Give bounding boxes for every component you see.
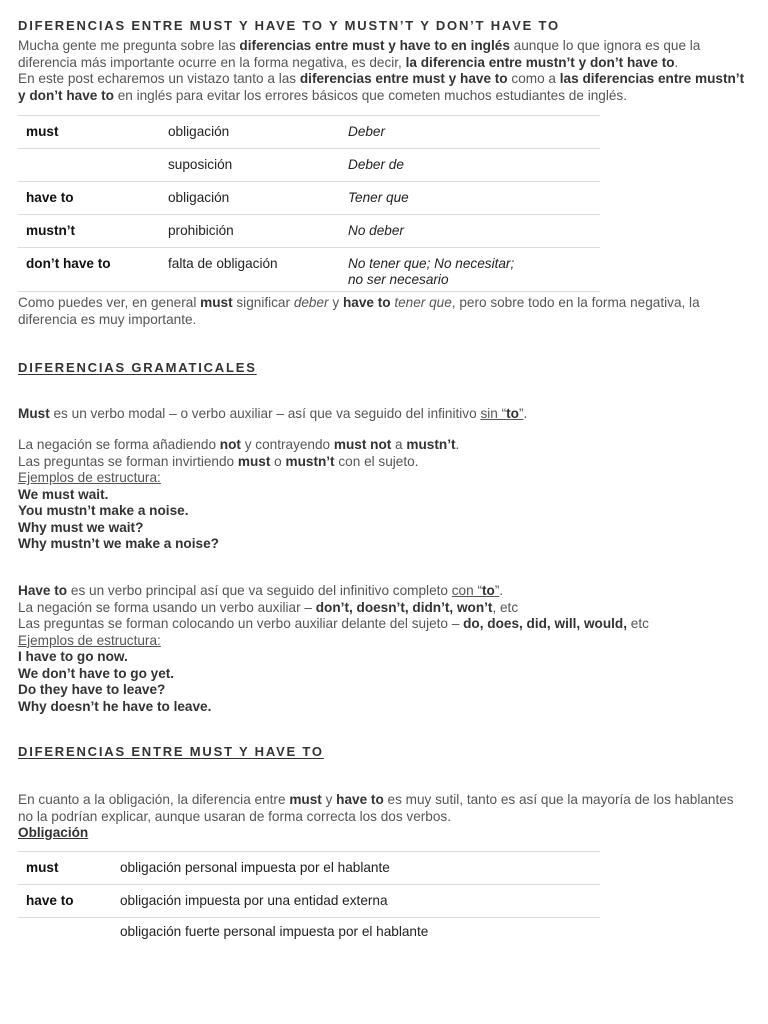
text: con el sujeto. [334, 453, 419, 469]
bold-text: to [481, 583, 495, 598]
text: sin “ [480, 406, 507, 421]
obligation-table [18, 851, 600, 951]
must-rules [18, 437, 758, 553]
must-have-to-paragraph [18, 792, 758, 842]
bold-text: y don’t have to [18, 87, 114, 103]
bold-text: to [506, 406, 519, 421]
bold-text: diferencias entre must y have to en inglés [239, 38, 510, 53]
example-sentence: Why mustn’t we make a noise? [18, 536, 219, 551]
text: Mucha gente me pregunta sobre las [18, 38, 240, 53]
text: es un verbo modal – o verbo auxiliar – así que va seguido del infinitivo [49, 406, 481, 421]
example-sentence: You mustn’t make a noise. [18, 503, 189, 518]
text: es muy sutil, tanto es así que la mayoría de los hablantes [383, 792, 734, 807]
bold-text: have to [342, 295, 391, 310]
table-cell-meaning: obligación [160, 182, 340, 215]
text: ” [494, 583, 500, 598]
text: etc [627, 616, 649, 631]
text: significar [232, 295, 294, 310]
section-heading: DIFERENCIAS GRAMATICALES [18, 360, 257, 375]
bold-text: mustn’t [406, 437, 456, 452]
table-cell-term: must [18, 116, 160, 149]
examples-label: Ejemplos de estructura: [18, 632, 161, 648]
table-row [18, 116, 600, 149]
table-cell-description: obligación personal impuesta por el hablante [112, 852, 600, 885]
table-cell-term: don’t have to [18, 248, 160, 292]
table-row [18, 215, 600, 248]
text: es un verbo principal así que va seguido del infinitivo completo [67, 583, 452, 598]
section-heading: DIFERENCIAS ENTRE MUST Y HAVE TO [18, 744, 324, 759]
text: La negación se forma añadiendo [18, 437, 220, 452]
bold-text: do, does, did, will, would, [463, 616, 627, 631]
must-paragraph [18, 406, 758, 423]
text: En este post echaremos un vistazo tanto a las [18, 71, 300, 86]
text: no ser necesario [348, 272, 449, 287]
have-to-rules [18, 583, 758, 715]
table-cell-meaning: obligación [160, 116, 340, 149]
text: , etc [492, 599, 519, 615]
text: No tener que; No necesitar; [348, 256, 515, 271]
table-row [18, 248, 600, 292]
table-row [18, 852, 600, 885]
underlined-text [452, 583, 500, 598]
example-sentence: I have to go now. [18, 649, 128, 664]
table-cell-term [18, 918, 112, 951]
text: . [455, 437, 460, 452]
text: a [391, 437, 407, 452]
example-sentence: Why must we wait? [18, 519, 144, 535]
text: como a [507, 71, 560, 86]
example-sentence: Why doesn’t he have to leave. [18, 698, 212, 714]
table-cell-term [18, 149, 160, 182]
subheading-obligacion: Obligación [18, 825, 89, 840]
text: no la podrían explicar, aunque usaran de forma correcta los dos verbos. [18, 808, 451, 824]
text: . [499, 583, 504, 598]
text: La negación se forma usando un verbo auxiliar – [18, 599, 316, 615]
bold-text: must [237, 453, 271, 469]
text: ” [518, 406, 524, 421]
italic-text: deber [293, 295, 329, 310]
table-row [18, 885, 600, 918]
bold-text: must not [333, 437, 392, 452]
bold-text: don’t, doesn’t, didn’t, won’t [315, 599, 493, 615]
underlined-text [480, 406, 523, 421]
examples-label: Ejemplos de estructura: [18, 470, 161, 485]
bold-text: not [219, 437, 241, 452]
table-cell-term: have to [18, 885, 112, 918]
example-sentence: Do they have to leave? [18, 682, 166, 697]
text: aunque lo que ignora es que la [509, 38, 701, 53]
text: diferencia más importante ocurre en la forma negativa, es decir, [18, 54, 406, 70]
text: Las preguntas se forman invirtiendo [18, 453, 238, 469]
table-row [18, 918, 600, 951]
table-cell-meaning: falta de obligación [160, 248, 340, 292]
bold-text: diferencias entre must y have to [299, 71, 508, 86]
verbs-table [18, 115, 600, 292]
table-cell-meaning: suposición [160, 149, 340, 182]
italic-text: tener que [394, 295, 452, 310]
table-cell-description: obligación impuesta por una entidad externa [112, 885, 600, 918]
text: y [328, 295, 343, 310]
table-cell-term: mustn’t [18, 215, 160, 248]
bold-text: mustn’t [285, 453, 335, 469]
example-sentence: We must wait. [18, 486, 109, 502]
bold-text: must [200, 295, 233, 310]
text: Las preguntas se forman colocando un verbo auxiliar delante del sujeto – [18, 616, 464, 631]
table-cell-translation: No deber [340, 215, 600, 248]
after-table-paragraph [18, 295, 758, 328]
table-cell-term: have to [18, 182, 160, 215]
text: diferencia es muy importante. [18, 311, 197, 327]
page-title: DIFERENCIAS ENTRE MUST Y HAVE TO Y MUSTN’T Y DON’T HAVE TO [18, 18, 560, 33]
table-cell-meaning: prohibición [160, 215, 340, 248]
table-cell-translation: Deber [340, 116, 600, 149]
bold-text: la diferencia entre mustn’t y don’t have to [405, 54, 675, 70]
text: y contrayendo [240, 437, 334, 452]
bold-text: Have to [18, 583, 68, 598]
bold-text: have to [336, 792, 384, 807]
text: . [523, 406, 528, 421]
text: En cuanto a la obligación, la diferencia entre [18, 792, 290, 807]
text: . [674, 54, 679, 70]
bold-text: must [289, 792, 322, 807]
table-row [18, 149, 600, 182]
example-sentence: We don’t have to go yet. [18, 665, 175, 681]
table-cell-translation: Tener que [340, 182, 600, 215]
table-cell-translation: Deber de [340, 149, 600, 182]
text: y [321, 792, 337, 807]
text: Como puedes ver, en general [18, 295, 201, 310]
bold-text: Must [18, 406, 50, 421]
text: con “ [451, 583, 482, 598]
table-cell-description: obligación fuerte personal impuesta por el hablante [120, 924, 429, 939]
intro-paragraph [18, 38, 758, 104]
table-cell-translation [340, 248, 600, 292]
text: , pero sobre todo en la forma negativa, la [451, 295, 700, 310]
bold-text: las diferencias entre mustn’t [559, 71, 745, 86]
text: o [270, 453, 286, 469]
text: en inglés para evitar los errores básicos que cometen muchos estudiantes de inglés. [113, 87, 627, 103]
table-cell-term: must [18, 852, 112, 885]
table-row [18, 182, 600, 215]
